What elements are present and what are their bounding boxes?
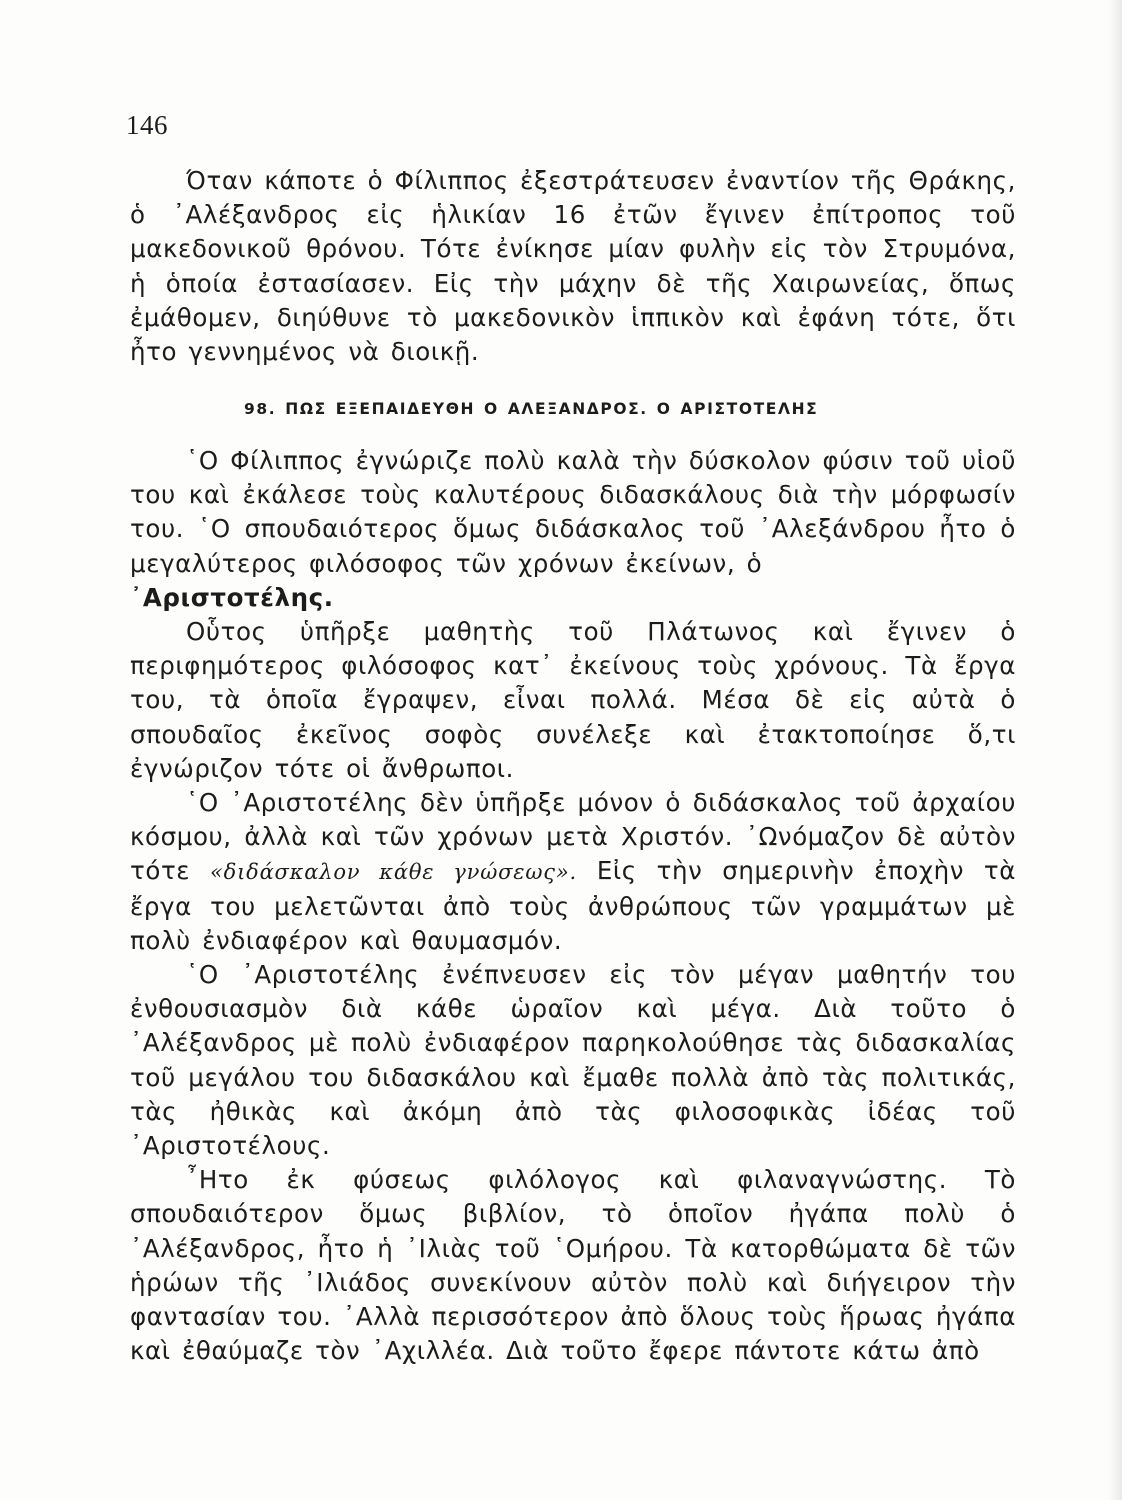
page-number: 146 bbox=[126, 110, 168, 140]
paragraph-philip-campaign: Όταν κάποτε ὁ Φίλιππος ἐξεστράτευσεν ἐναντίον τῆς Θράκης, ὁ ᾿Αλέξανδρος εἰς ἡλικίαν 16 ἐτῶν ἔγινεν ἐπίτροπος τοῦ μακεδονικοῦ θρόνου. Τότε ἐνίκησε μίαν φυλὴν εἰς τὸν Στρυμόνα, ἡ ὁποία ἐστασίασεν. Εἰς τὴν μάχην δὲ τῆς Χαιρωνείας, ὅπως ἐμάθομεν, διηύθυνε τὸ μακεδονικὸν ἱππικὸν καὶ ἐφάνη τότε, ὅτι ἦτο γεννημένος νὰ διοικῇ. bbox=[130, 166, 1016, 367]
section-title: ΠΩΣ ΕΞΕΠΑΙΔΕΥΘΗ Ο ΑΛΕΞΑΝΔΡΟΣ. Ο ΑΡΙΣΤΟΤΕΛΗΣ bbox=[285, 400, 819, 418]
aristotle-name: ᾿Αριστοτέλης. bbox=[130, 582, 334, 612]
paragraph-legacy-after: Εἰς τὴν σημερινὴν ἐποχὴν τὰ ἔργα του μελετῶνται ἀπὸ τοὺς ἀνθρώπους τῶν γραμμάτων μὲ πολὺ ἐνδιαφέρον καὶ θαυμασμόν. bbox=[130, 856, 1017, 955]
paragraph-inspiration: ῾Ο ᾿Αριστοτέλης ἐνέπνευσεν εἰς τὸν μέγαν μαθητήν του ἐνθουσιασμὸν διὰ κάθε ὡραῖον καὶ μέγα. Διὰ τοῦτο ὁ ᾿Αλέξανδρος μὲ πολὺ ἐνδιαφέρον παρηκολούθησε τὰς διδασκαλίας τοῦ μεγάλου του διδασκάλου καὶ ἔμαθε πολλὰ ἀπὸ τὰς πολιτικάς, τὰς ἠθικὰς καὶ ἀκόμη ἀπὸ τὰς φιλοσοφικὰς ἰδέας τοῦ ᾿Αριστοτέλους. bbox=[130, 960, 1016, 1161]
paragraph-legacy-before: ῾Ο ᾿Αριστοτέλης δὲν ὑπῆρξε μόνον ὁ διδάσκαλος τοῦ ἀρχαίου κόσμου, ἀλλὰ καὶ τῶν χρόνων μετὰ Χριστόν. ᾿Ωνόμαζον δὲ αὐτὸν τότε bbox=[130, 788, 1016, 886]
quote-teacher-of-knowledge: «διδάσκαλον κάθε γνώσεως». bbox=[210, 860, 577, 885]
section-heading bbox=[244, 400, 818, 418]
intro-text-block bbox=[130, 164, 1016, 369]
section-body bbox=[130, 444, 1016, 1368]
paragraph-aristotle-works: Οὗτος ὑπῆρξε μαθητὴς τοῦ Πλάτωνος καὶ ἔγινεν ὁ περιφημότερος φιλόσοφος κατ᾿ ἐκείνους τοὺς χρόνους. Τὰ ἔργα του, τὰ ὁποῖα ἔγραψεν, εἶναι πολλά. Μέσα δὲ εἰς αὐτὰ ὁ σπουδαῖος ἐκεῖνος σοφὸς συνέλεξε καὶ ἐτακτοποίησε ὅ,τι ἐγνώριζον τότε οἱ ἄνθρωποι. bbox=[130, 617, 1016, 783]
paragraph-teachers-text: ῾Ο Φίλιππος ἐγνώριζε πολὺ καλὰ τὴν δύσκολον φύσιν τοῦ υἱοῦ του καὶ ἐκάλεσε τοὺς καλυτέρους διδασκάλους διὰ τὴν μόρφωσίν του. ῾Ο σπουδαιότερος ὅμως διδάσκαλος τοῦ ᾿Αλεξάνδρου ἦτο ὁ μεγαλύτερος φιλόσοφος τῶν χρόνων ἐκείνων, ὁ bbox=[130, 446, 1016, 578]
paragraph-iliad: ῏Ητο ἐκ φύσεως φιλόλογος καὶ φιλαναγνώστης. Τὸ σπουδαιότερον ὅμως βιβλίον, τὸ ὁποῖον ἠγάπα πολὺ ὁ ᾿Αλέξανδρος, ἦτο ἡ ᾿Ιλιὰς τοῦ ῾Ομήρου. Τὰ κατορθώματα δὲ τῶν ἡρώων τῆς ᾿Ιλιάδος συνεκίνουν αὐτὸν πολὺ καὶ διήγειρον τὴν φαντασίαν του. ᾿Αλλὰ περισσότερον ἀπὸ ὅλους τοὺς ἥρωας ἠγάπα καὶ ἐθαύμαζε τὸν ᾿Αχιλλέα. Διὰ τοῦτο ἔφερε πάντοτε κάτω ἀπὸ bbox=[130, 1165, 1016, 1366]
section-number: 98. bbox=[244, 400, 277, 418]
page-edge-shadow bbox=[1108, 0, 1122, 1500]
paragraph-teachers bbox=[130, 444, 1016, 615]
paragraph-aristotle-legacy bbox=[130, 786, 1016, 958]
